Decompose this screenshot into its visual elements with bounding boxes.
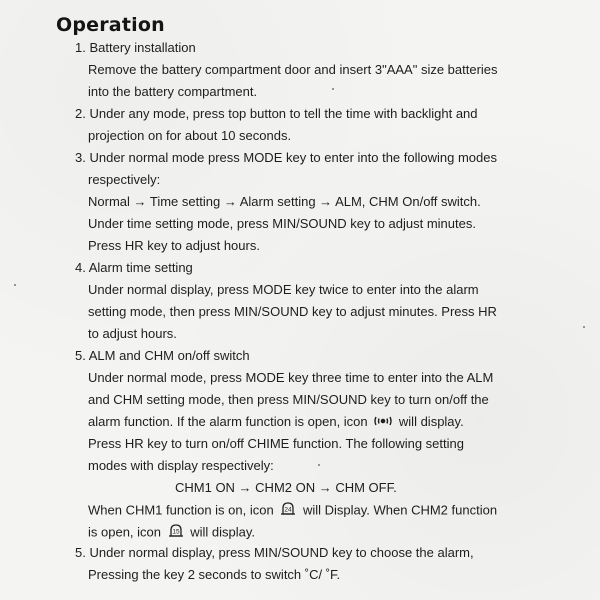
- bell-15-icon: [167, 522, 185, 544]
- list-item-6-line-1: Pressing the key 2 seconds to switch ˚C/ ˚F.: [88, 567, 341, 582]
- list-number: 5.: [75, 545, 86, 560]
- list-item-3-line-2: Normal → Time setting → Alarm setting → ALM, CHM On/off switch.: [88, 194, 481, 209]
- list-item-2-title: [75, 106, 478, 122]
- list-item-5-line-7: [88, 500, 497, 522]
- list-item-4-line-1: Under normal display, press MODE key twice to enter into the alarm: [88, 282, 479, 297]
- bell-24-icon: [279, 500, 297, 522]
- list-number: 2.: [75, 106, 86, 121]
- chm1-text-after: will Display. When CHM2 function: [302, 502, 498, 518]
- list-item-5-line-3: [88, 414, 464, 431]
- list-item-1-line-1: Remove the battery compartment door and insert 3"AAA" size batteries: [88, 62, 498, 77]
- list-item-title: Under normal mode press MODE key to enter into the following modes: [89, 150, 497, 165]
- list-item-3-title: [75, 150, 497, 166]
- chime-sequence: CHM1 ON → CHM2 ON → CHM OFF.: [175, 480, 397, 495]
- list-item-3-line-1: respectively:: [88, 172, 161, 187]
- alarm-ring-icon: [373, 415, 393, 431]
- list-item-title: Under any mode, press top button to tell the time with backlight and: [89, 106, 478, 121]
- list-number: 3.: [75, 150, 86, 165]
- alarm-text-after: will display.: [398, 414, 464, 429]
- list-item-5-title: [75, 348, 250, 364]
- list-item-5-line-1: Under normal mode, press MODE key three time to enter into the ALM: [88, 370, 494, 385]
- bell-24-label: 24: [284, 506, 292, 514]
- paper-speck: [318, 464, 320, 466]
- bell-15-label: 15: [172, 528, 180, 536]
- page-title: Operation: [56, 14, 165, 36]
- list-number: 5.: [75, 348, 86, 363]
- list-item-title: Under normal display, press MIN/SOUND key to choose the alarm,: [89, 545, 474, 560]
- list-item-title: Battery installation: [89, 40, 196, 55]
- list-item-title: Alarm time setting: [88, 260, 193, 275]
- list-item-title: ALM and CHM on/off switch: [88, 348, 250, 363]
- list-item-5-line-2: and CHM setting mode, then press MIN/SOUND key to turn on/off the: [88, 392, 489, 407]
- list-item-4-line-2: setting mode, then press MIN/SOUND key to adjust minutes. Press HR: [88, 304, 497, 319]
- list-item-5-line-4: Press HR key to turn on/off CHIME function. The following setting: [88, 436, 464, 451]
- paper-speck: [332, 88, 334, 90]
- list-item-4-line-3: to adjust hours.: [88, 326, 177, 341]
- list-item-2-line-1: projection on for about 10 seconds.: [88, 128, 292, 143]
- list-item-1-title: [75, 40, 196, 56]
- alarm-text-before: alarm function. If the alarm function is open, icon: [88, 414, 368, 429]
- list-item-3-line-3: Under time setting mode, press MIN/SOUND key to adjust minutes.: [88, 216, 476, 231]
- list-number: 1.: [75, 40, 86, 55]
- list-item-5-line-5: modes with display respectively:: [88, 458, 274, 473]
- chm2-text-after: will display.: [190, 524, 256, 540]
- paper-speck: [14, 284, 16, 286]
- chm1-text-before: When CHM1 function is on, icon: [88, 502, 274, 518]
- list-item-1-line-2: into the battery compartment.: [88, 84, 258, 99]
- list-item-3-line-4: Press HR key to adjust hours.: [88, 238, 260, 253]
- chm2-text-before: is open, icon: [88, 524, 161, 540]
- paper-speck: [583, 326, 585, 328]
- list-item-6-title: [75, 545, 474, 561]
- list-item-5-line-8: [88, 522, 255, 544]
- list-item-4-title: [75, 260, 193, 276]
- list-number: 4.: [75, 260, 86, 275]
